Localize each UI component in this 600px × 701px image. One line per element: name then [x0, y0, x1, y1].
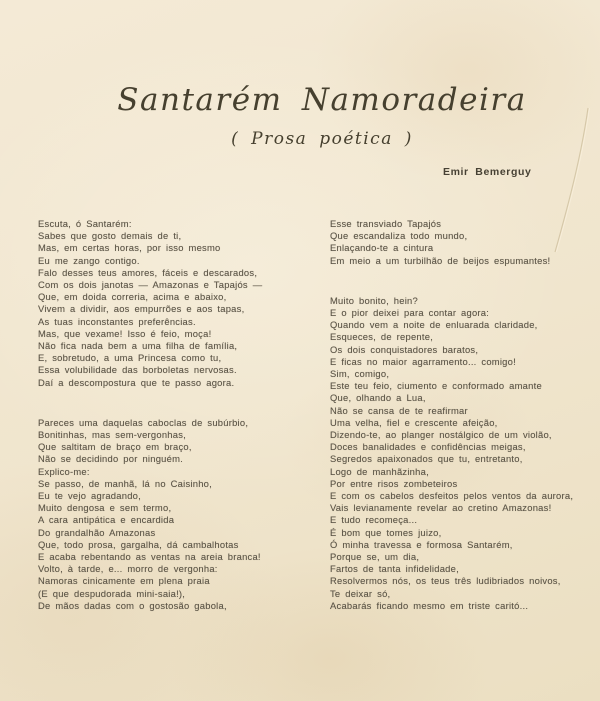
poem-line: E acaba rebentando as ventas na areia branca!	[38, 551, 261, 563]
poem-line: Eu te vejo agradando,	[38, 490, 141, 502]
poem-line: (E que despudorada mini-saia!),	[38, 587, 186, 599]
poem-left-column	[38, 218, 316, 612]
poem-line: Bonitinhas, mas sem-vergonhas,	[38, 429, 187, 441]
poem-line: Falo desses teus amores, fáceis e descarados,	[38, 266, 258, 278]
poem-right-column	[330, 218, 596, 612]
poem-line: Não fica nada bem a uma filha de família,	[38, 340, 238, 352]
poem-line: Este teu feio, ciumento e conformado amante	[330, 380, 542, 392]
poem-line: Escuta, ó Santarém:	[38, 218, 132, 229]
poem-line: E, sobretudo, a uma Princesa como tu,	[38, 352, 222, 364]
poem-line: Uma velha, fiel e crescente afeição,	[330, 416, 498, 428]
poem-line: E com os cabelos desfeitos pelos ventos da aurora,	[330, 490, 574, 502]
poem-line: Sabes que gosto demais de ti,	[38, 230, 182, 242]
poem-line: Esqueces, de repente,	[330, 331, 434, 343]
poem-line: Dizendo-te, ao planger nostálgico de um violão,	[330, 429, 552, 441]
poem-line: Os dois conquistadores baratos,	[330, 343, 479, 355]
poem-line: Acabarás ficando mesmo em triste caritó...	[330, 599, 529, 611]
page-title: Santarém Namoradeira	[117, 82, 527, 118]
poem-line: Doces banalidades e confidências meigas,	[330, 441, 526, 453]
poem-line: Namoras cinicamente em plena praia	[38, 575, 210, 587]
poem-line: A cara antipática e encardida	[38, 514, 175, 526]
poem-line: Mas, em certas horas, por isso mesmo	[38, 242, 221, 254]
poem-line: E ficas no maior agarramento... comigo!	[330, 355, 516, 367]
poem-line: Segredos apaixonados que tu, entretanto,	[330, 453, 523, 465]
poem-line: Não se cansa de te reafirmar	[330, 404, 468, 416]
poem-line: Te deixar só,	[330, 587, 391, 599]
poem-line: Quando vem a noite de enluarada claridade,	[330, 319, 538, 331]
page-subtitle: ( Prosa poética )	[231, 129, 413, 149]
poem-line: Fartos de tanta infidelidade,	[330, 563, 459, 575]
poem-line: Mas, que vexame! Isso é feio, moça!	[38, 327, 212, 339]
poem-line: Eu me zango contigo.	[38, 254, 140, 266]
poem-line: É bom que tomes juizo,	[330, 526, 442, 538]
poem-line: Enlaçando-te a cintura	[330, 242, 434, 254]
poem-line: Logo de manhãzinha,	[330, 465, 429, 477]
poem-line: De mãos dadas com o gostosão gabola,	[38, 599, 227, 611]
poem-stanza	[38, 218, 316, 389]
poem-line: Vais levianamente revelar ao cretino Amazonas!	[330, 502, 552, 514]
poem-line: Sim, comigo,	[330, 368, 390, 380]
poem-line: Que, todo prosa, gargalha, dá cambalhotas	[38, 538, 239, 550]
poem-stanza	[330, 295, 596, 612]
poem-line: Que, em doida correria, acima e abaixo,	[38, 291, 227, 303]
poem-line: Explico-me:	[38, 465, 90, 477]
poem-line: Em meio a um turbilhão de beijos espumantes!	[330, 254, 551, 266]
poem-line: Resolvermos nós, os teus três ludibriados noivos,	[330, 575, 561, 587]
author-name: Emir Bemerguy	[443, 166, 532, 178]
poem-line: Com os dois janotas — Amazonas e Tapajós —	[38, 279, 263, 291]
poem-line: Ó minha travessa e formosa Santarém,	[330, 538, 513, 550]
poem-line: Esse transviado Tapajós	[330, 218, 442, 229]
poem-line: Se passo, de manhã, lá no Caisinho,	[38, 477, 212, 489]
poem-line: Não se decidindo por ninguém.	[38, 453, 184, 465]
poem-stanza	[38, 417, 316, 612]
poem-line: Por entre risos zombeteiros	[330, 477, 458, 489]
poem-stanza	[330, 218, 596, 267]
poem-line: Porque se, um dia,	[330, 551, 420, 563]
poem-line: Volto, à tarde, e... morro de vergonha:	[38, 563, 218, 575]
poem-line: Muito dengosa e sem termo,	[38, 502, 172, 514]
poem-line: Pareces uma daquelas caboclas de subúrbio,	[38, 416, 249, 428]
poem-line: Vivem a dividir, aos empurrões e aos tapas,	[38, 303, 245, 315]
poem-line: Muito bonito, hein?	[330, 294, 418, 306]
poem-line: Do grandalhão Amazonas	[38, 526, 156, 538]
poem-line: E tudo recomeça...	[330, 514, 418, 526]
poem-line: Que saltitam de braço em braço,	[38, 441, 192, 453]
poem-line: E o pior deixei para contar agora:	[330, 307, 490, 319]
poem-line: Daí a descompostura que te passo agora.	[38, 376, 235, 388]
poem-line: Essa volubilidade das borboletas nervosas.	[38, 364, 237, 376]
poem-line: As tuas inconstantes preferências.	[38, 315, 196, 327]
poem-line: Que, olhando a Lua,	[330, 392, 426, 404]
poem-line: Que escandaliza todo mundo,	[330, 230, 468, 242]
